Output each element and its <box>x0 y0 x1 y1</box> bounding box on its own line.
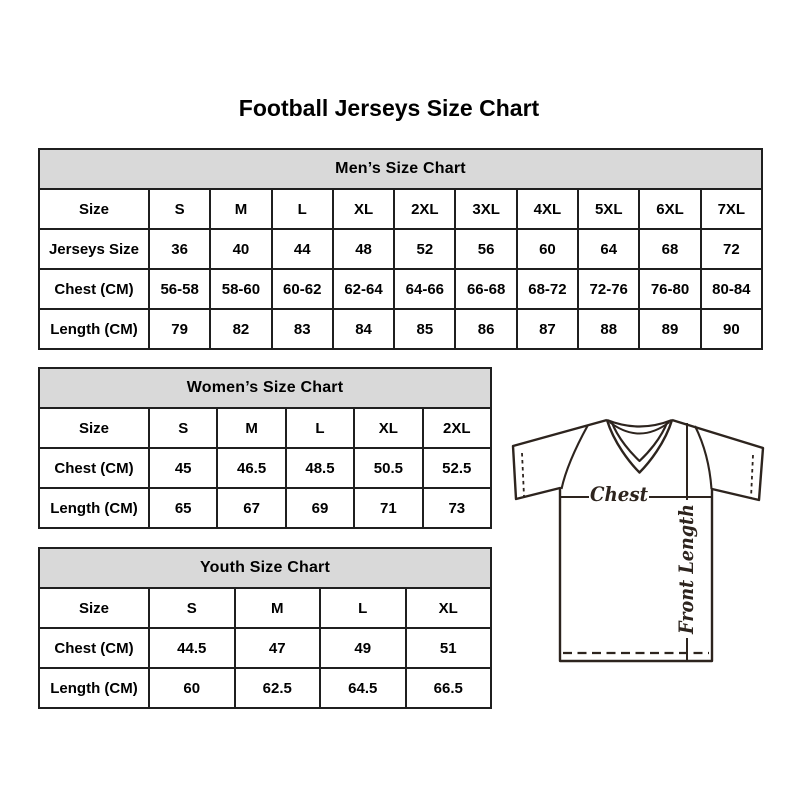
row-label: Size <box>39 588 149 628</box>
size-cell: 36 <box>149 229 210 269</box>
size-cell: 48 <box>333 229 394 269</box>
size-cell: 90 <box>701 309 762 349</box>
size-cell: 60 <box>517 229 578 269</box>
size-cell: 80-84 <box>701 269 762 309</box>
cuff-dashed-line-left <box>522 453 524 496</box>
size-cell: 87 <box>517 309 578 349</box>
womens-size-table <box>38 367 492 529</box>
size-cell: 49 <box>320 628 406 668</box>
size-cell: 64-66 <box>394 269 455 309</box>
size-cell: 45 <box>149 448 217 488</box>
mens-table-title: Men’s Size Chart <box>39 149 762 189</box>
row-label: Jerseys Size <box>39 229 149 269</box>
size-cell: 47 <box>235 628 321 668</box>
size-cell: 46.5 <box>217 448 285 488</box>
size-cell: 60-62 <box>272 269 333 309</box>
womens-table-title: Women’s Size Chart <box>39 368 491 408</box>
size-cell: 56 <box>455 229 516 269</box>
size-cell: 52 <box>394 229 455 269</box>
size-cell: 5XL <box>578 189 639 229</box>
size-cell: 58-60 <box>210 269 271 309</box>
size-cell: 69 <box>286 488 354 528</box>
row-label: Chest (CM) <box>39 448 149 488</box>
size-cell: L <box>286 408 354 448</box>
size-cell: 64.5 <box>320 668 406 708</box>
size-cell: 89 <box>639 309 700 349</box>
size-cell: S <box>149 408 217 448</box>
youth-size-table <box>38 547 492 709</box>
size-cell: 68 <box>639 229 700 269</box>
size-cell: 72-76 <box>578 269 639 309</box>
row-label: Chest (CM) <box>39 628 149 668</box>
size-cell: S <box>149 588 235 628</box>
size-cell: XL <box>333 189 394 229</box>
size-cell: 3XL <box>455 189 516 229</box>
size-cell: S <box>149 189 210 229</box>
size-cell: M <box>235 588 321 628</box>
size-cell: 83 <box>272 309 333 349</box>
size-cell: 73 <box>423 488 491 528</box>
size-cell: XL <box>354 408 422 448</box>
size-cell: 51 <box>406 628 492 668</box>
size-cell: 66.5 <box>406 668 492 708</box>
size-cell: 86 <box>455 309 516 349</box>
size-cell: 84 <box>333 309 394 349</box>
size-cell: 40 <box>210 229 271 269</box>
mens-size-table <box>38 148 763 350</box>
armhole-seam-left <box>562 425 589 489</box>
armhole-seam-right <box>695 426 712 489</box>
youth-table-title: Youth Size Chart <box>39 548 491 588</box>
size-cell: 88 <box>578 309 639 349</box>
size-cell: 67 <box>217 488 285 528</box>
size-cell: 52.5 <box>423 448 491 488</box>
row-label: Size <box>39 408 149 448</box>
row-label: Length (CM) <box>39 488 149 528</box>
page-title: Football Jerseys Size Chart <box>238 95 540 121</box>
size-cell: 56-58 <box>149 269 210 309</box>
size-cell: M <box>217 408 285 448</box>
size-cell: 7XL <box>701 189 762 229</box>
size-cell: XL <box>406 588 492 628</box>
size-cell: 4XL <box>517 189 578 229</box>
size-cell: 79 <box>149 309 210 349</box>
size-cell: L <box>320 588 406 628</box>
row-label: Length (CM) <box>39 309 149 349</box>
size-cell: 50.5 <box>354 448 422 488</box>
chest-label: Chest <box>590 482 649 506</box>
size-cell: 48.5 <box>286 448 354 488</box>
size-cell: 6XL <box>639 189 700 229</box>
size-cell: 62-64 <box>333 269 394 309</box>
size-cell: 85 <box>394 309 455 349</box>
size-cell: 71 <box>354 488 422 528</box>
row-label: Length (CM) <box>39 668 149 708</box>
size-cell: 60 <box>149 668 235 708</box>
cuff-dashed-line-right <box>751 455 753 498</box>
size-cell: M <box>210 189 271 229</box>
row-label: Size <box>39 189 149 229</box>
collar-back-arc <box>607 420 672 427</box>
size-cell: 65 <box>149 488 217 528</box>
size-cell: 2XL <box>423 408 491 448</box>
size-cell: 44.5 <box>149 628 235 668</box>
size-cell: 44 <box>272 229 333 269</box>
jersey-measurement-diagram <box>505 406 775 670</box>
size-cell: 76-80 <box>639 269 700 309</box>
size-cell: 2XL <box>394 189 455 229</box>
size-cell: 66-68 <box>455 269 516 309</box>
size-cell: 62.5 <box>235 668 321 708</box>
size-cell: 72 <box>701 229 762 269</box>
size-cell: L <box>272 189 333 229</box>
front-length-label: Front Length <box>674 486 698 634</box>
jersey-outline <box>513 420 763 661</box>
size-cell: 82 <box>210 309 271 349</box>
size-cell: 64 <box>578 229 639 269</box>
size-cell: 68-72 <box>517 269 578 309</box>
row-label: Chest (CM) <box>39 269 149 309</box>
